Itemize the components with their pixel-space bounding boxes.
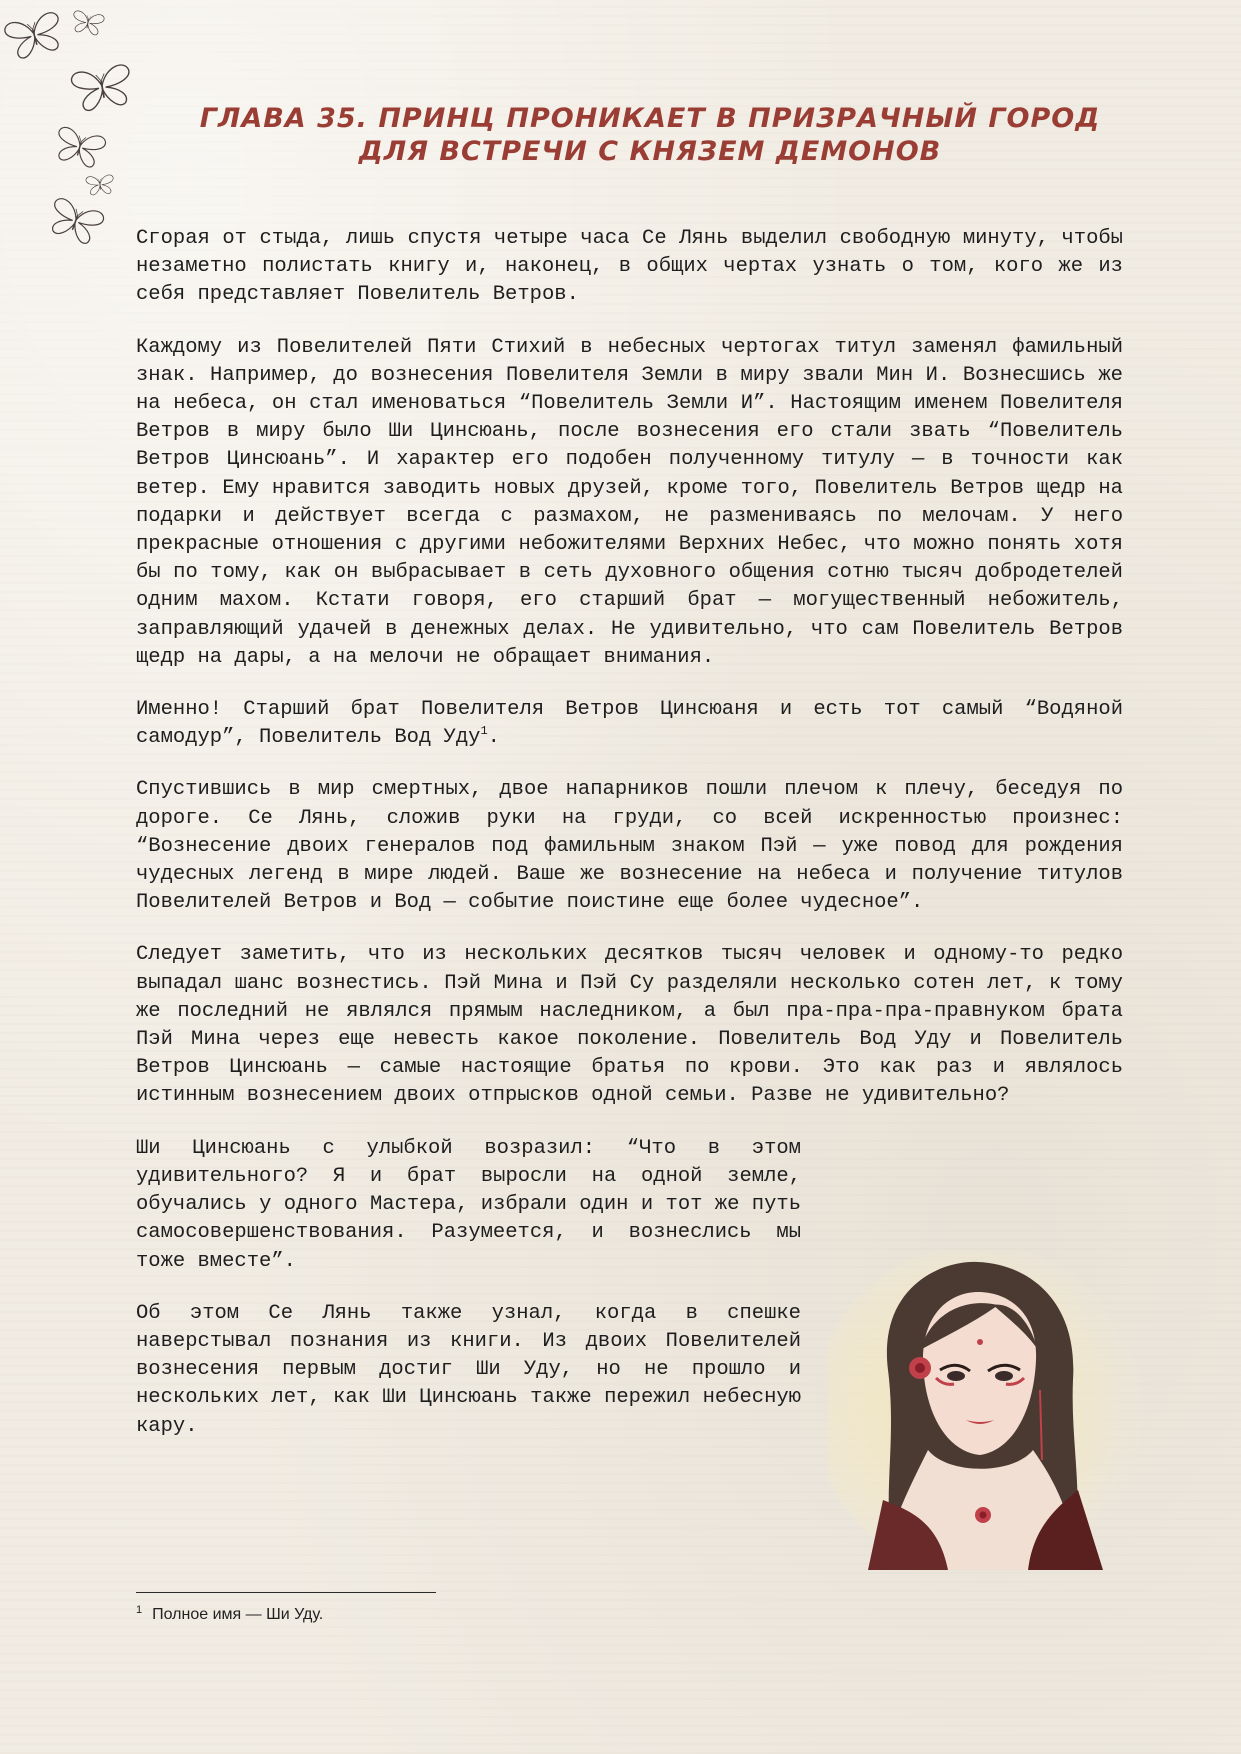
- butterfly-icon: [52, 126, 107, 170]
- paragraph-6: Ши Цинсюань с улыбкой возразил: “Что в этом удивительного? Я и брат выросли на одной земле, обучались у одного Мастера, избрали один и тот же путь самосовершенствования. Разумеется, и вознеслись мы тоже вместе”.: [136, 1136, 801, 1273]
- footnote-divider: [136, 1592, 436, 1593]
- butterfly-icon: [71, 10, 105, 36]
- chapter-title: [150, 102, 1150, 168]
- paragraph-3: [136, 696, 1123, 752]
- paragraph-2: Каждому из Повелителей Пяти Стихий в небесных чертогах титул заменял фамильный знак. Например, до вознесения Повелителя Земли в миру звали Мин И. Вознесшись же на небеса, он стал именоваться “Повелитель Земли И”. Настоящим именем Повелителя Ветров в миру было Ши Цинсюань, после вознесения его стали звать “Повелитель Ветров Цинсюань”. И характер его подобен полученному титулу — в точности как ветер. Ему нравится заводить новых друзей, кроме того, Повелитель Ветров щедр на подарки и действует всегда с размахом, не размениваясь по мелочам. У него прекрасные отношения с другими небожителями Верхних Небес, что можно понять хотя бы по тому, как он выбрасывает в сеть духовного общения сотню тысяч добродетелей одним махом. Кстати говоря, его старший брат — могущественный небожитель, заправляющий удачей в денежных делах. Не удивительно, что сам Повелитель Ветров щедр на дары, а на мелочи не обращает внимания.: [136, 335, 1123, 669]
- paragraph-4: Спустившись в мир смертных, двое напарников пошли плечом к плечу, беседуя по дороге. Се Лянь, сложив руки на груди, со всей искренностью произнес: “Вознесение двоих генералов под фамильным знаком Пэй — уже повод для рождения чудесных легенд в мире людей. Ваше же вознесение на небеса и получение титулов Повелителей Ветров и Вод — событие поистине еще более чудесное”.: [136, 778, 1123, 915]
- footnote: [136, 1603, 324, 1624]
- chapter-title-line-2: ДЛЯ ВСТРЕЧИ С КНЯЗЕМ ДЕМОНОВ: [358, 136, 942, 167]
- footnote-reference[interactable]: 1: [480, 724, 488, 739]
- butterfly-icon: [70, 64, 134, 113]
- butterfly-icon: [3, 11, 65, 61]
- chapter-title-line-1: ГЛАВА 35. ПРИНЦ ПРОНИКАЕТ В ПРИЗРАЧНЫЙ ГОРОД: [199, 103, 1101, 134]
- butterflies-decoration: [0, 0, 150, 260]
- paragraph-1: Сгорая от стыда, лишь спустя четыре часа Се Лянь выделил свободную минуту, чтобы незаметно полистать книгу и, наконец, в общих чертах узнать о том, кого же из себя представляет Повелитель Ветров.: [136, 227, 1123, 307]
- butterfly-icon: [86, 175, 115, 196]
- portrait-illustration: [828, 1250, 1158, 1570]
- paragraph-7: Об этом Се Лянь также узнал, когда в спешке наверстывал познания из книги. Из двоих Повелителей вознесения первым достиг Ши Уду, но не прошло и нескольких лет, как Ши Цинсюань также пережил небесную кару.: [136, 1301, 801, 1438]
- footnote-mark: 1: [136, 1603, 143, 1616]
- footnote-text: Полное имя — Ши Уду.: [152, 1606, 324, 1623]
- butterfly-icon: [45, 197, 105, 247]
- paragraph-5: Следует заметить, что из нескольких десятков тысяч человек и одному-то редко выпадал шанс вознестись. Пэй Мина и Пэй Су разделяли несколько сотен лет, к тому же последний не являлся прямым наследником, а был пра-пра-пра-правнуком брата Пэй Мина через еще невесть какое поколение. Повелитель Вод Уду и Повелитель Ветров Цинсюань — самые настоящие братья по крови. Это как раз и являлось истинным вознесением двоих отпрысков одной семьи. Разве не удивительно?: [136, 943, 1123, 1108]
- paragraph-3-text: Именно! Старший брат Повелителя Ветров Цинсюаня и есть тот самый “Водяной самодур”, Повелитель Вод Уду: [136, 698, 1123, 750]
- paragraph-3-end: .: [487, 726, 500, 750]
